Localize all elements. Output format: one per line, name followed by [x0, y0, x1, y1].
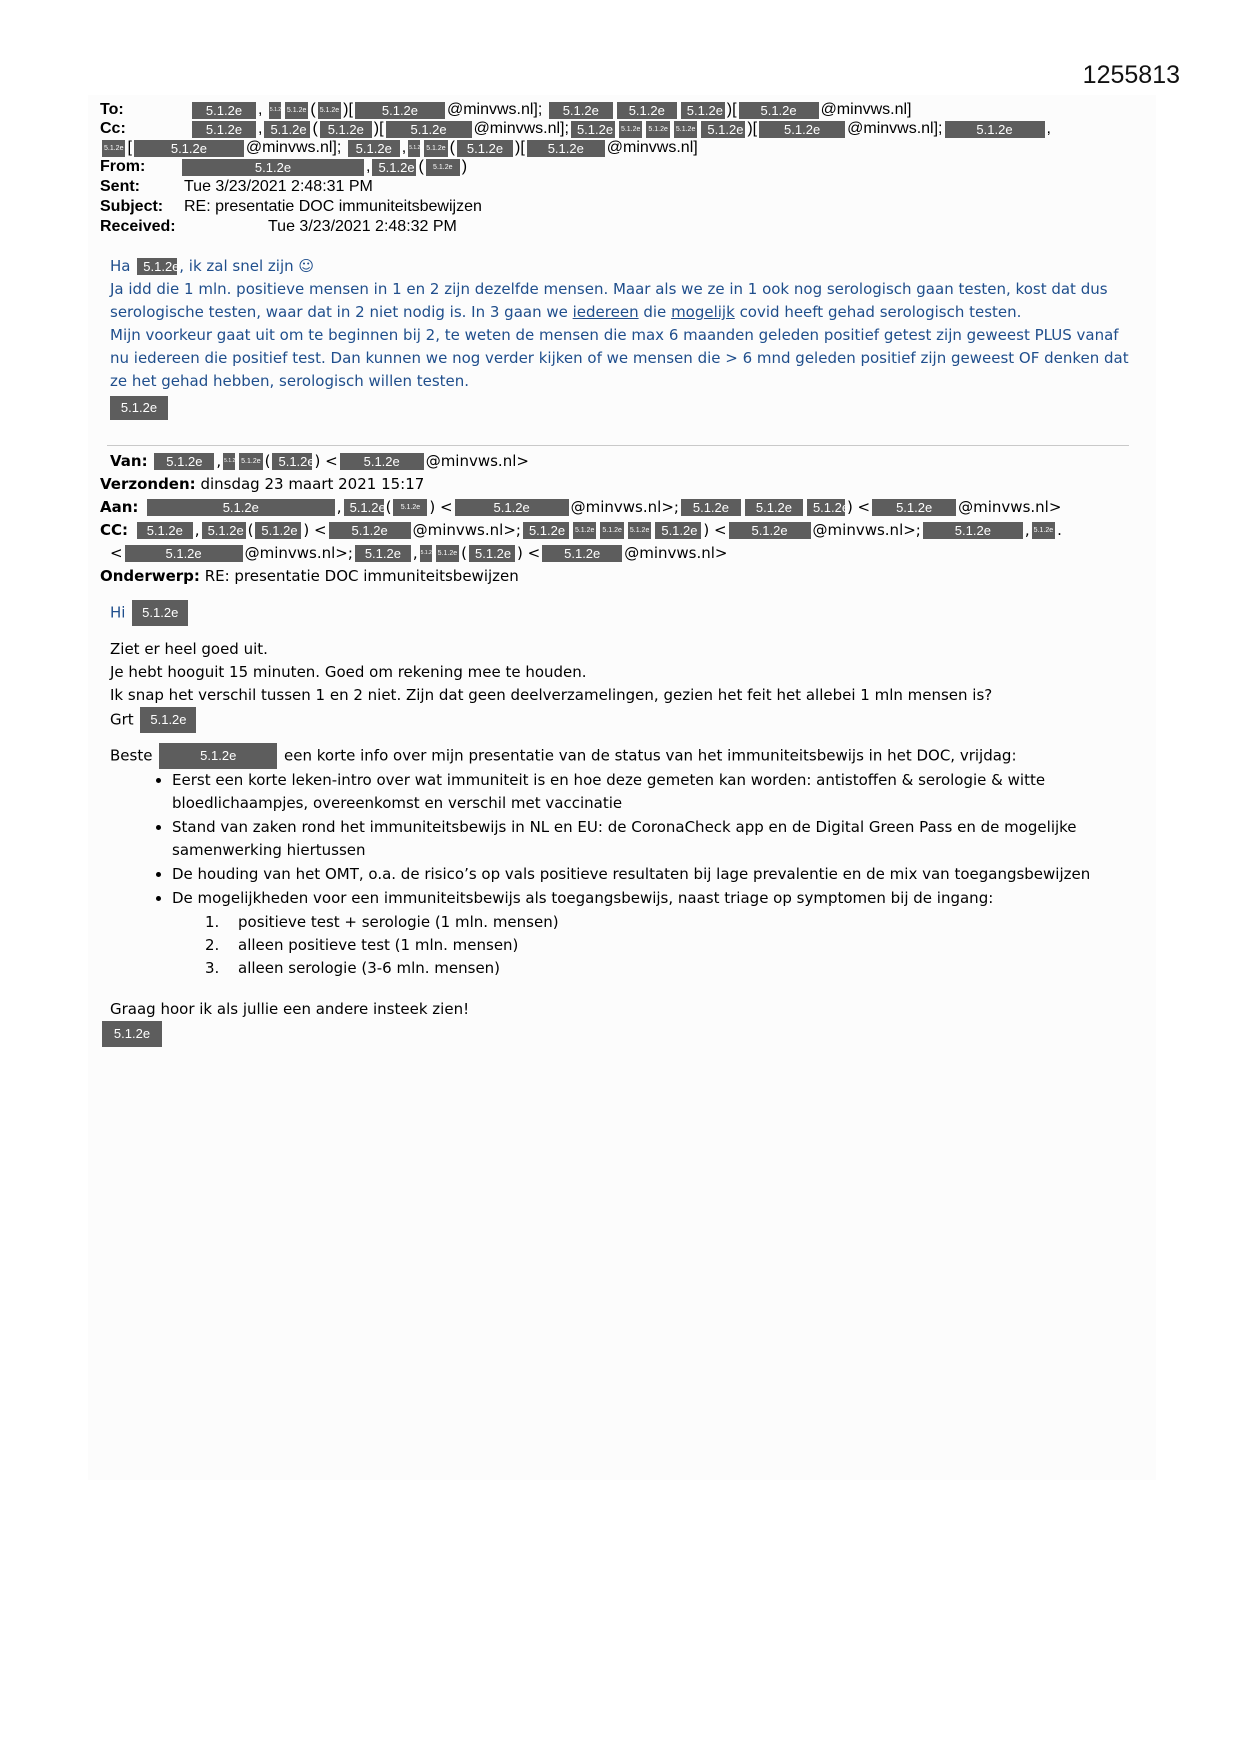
list-item: • De mogelijkheden voor een immuniteitsbewijs als toegangsbewijs, naast triage op symptomen bij de ingang:: [172, 887, 1140, 910]
redaction-box: 5.1.2e: [1032, 522, 1055, 539]
sent-label: Sent:: [100, 178, 140, 195]
redaction-box: 5.1.2e: [264, 121, 310, 138]
email-domain: @minvws.nl>;: [570, 498, 679, 516]
redaction-box: 5.1.2e: [285, 102, 308, 119]
subject-row: [100, 197, 482, 217]
redaction-box: 5.1.2e: [807, 499, 845, 516]
signature: [110, 1021, 1140, 1047]
redaction-box: 5.1.2e: [318, 102, 341, 119]
redaction-box: 5.1.2e: [269, 102, 281, 119]
van-row: Van: 5.1.2e , 5.1.2e 5.1.2e ( 5.1.2e) < 5.1.2e @minvws.nl>: [110, 450, 529, 473]
redaction-box: 5.1.2e: [239, 453, 262, 470]
redaction-box: 5.1.2e: [655, 522, 701, 539]
from-label: From:: [100, 158, 146, 175]
email-domain: @minvws.nl]: [820, 101, 912, 118]
aan-label: Aan:: [100, 498, 139, 516]
received-label: Received:: [100, 218, 176, 235]
redaction-box: 5.1.2e: [355, 102, 445, 119]
redaction-box: 5.1.2e: [255, 522, 301, 539]
grt-line: Grt 5.1.2e: [110, 707, 1140, 733]
redaction-box: 5.1.2e: [159, 743, 277, 769]
email-domain: @minvws.nl>;: [412, 521, 521, 539]
redaction-box: 5.1.2e: [759, 121, 845, 138]
redaction-box: 5.1.2e: [223, 453, 235, 470]
closing-line: Graag hoor ik als jullie een andere insteek zien!: [110, 1000, 470, 1018]
sent-value: Tue 3/23/2021 2:48:31 PM: [184, 178, 373, 195]
redaction-box: 5.1.2e: [455, 499, 569, 516]
cc-label: CC:: [100, 521, 129, 539]
email-domain: @minvws.nl];: [446, 101, 543, 118]
redaction-box: 5.1.2e: [192, 102, 256, 119]
redaction-box: 5.1.2e: [681, 499, 741, 516]
redaction-box: 5.1.2e: [408, 140, 420, 157]
redaction-box: 5.1.2e: [436, 545, 459, 562]
redaction-box: 5.1.2e: [386, 121, 472, 138]
aan-row: Aan: 5.1.2e , 5.1.2e( 5.1.2e ) < 5.1.2e @minvws.nl>; 5.1.2e 5.1.2e 5.1.2e) < 5.1.2e @minvws.nl>: [100, 496, 1061, 519]
from-row: From: 5.1.2e , 5.1.2e ( 5.1.2e ): [100, 158, 468, 175]
redaction-box: 5.1.2e: [674, 121, 697, 138]
verzonden-value: dinsdag 23 maart 2021 15:17: [200, 475, 425, 493]
list-item: 2. alleen positieve test (1 mln. mensen): [205, 936, 519, 954]
redaction-box: 5.1.2e: [372, 159, 416, 176]
email-domain: @minvws.nl]: [606, 139, 698, 156]
received-row: [100, 217, 457, 237]
onderwerp-label: Onderwerp:: [100, 567, 200, 585]
redaction-box: 5.1.2e: [102, 1021, 162, 1047]
redaction-box: 5.1.2e: [192, 121, 256, 138]
redaction-box: 5.1.2e: [542, 545, 622, 562]
redaction-box: 5.1.2e: [681, 102, 725, 119]
subject-value: RE: presentatie DOC immuniteitsbewijzen: [184, 198, 482, 215]
redaction-box: 5.1.2e: [523, 522, 569, 539]
redaction-box: 5.1.2e: [424, 140, 447, 157]
original-message-body: [110, 600, 1140, 1047]
redaction-box: 5.1.2e: [617, 102, 677, 119]
cc-row-continued: < 5.1.2e @minvws.nl>; 5.1.2e , 5.1.2e 5.1.2e ( 5.1.2e ) < 5.1.2e @minvws.nl>: [110, 542, 727, 565]
email-domain: @minvws.nl];: [847, 120, 943, 137]
redaction-box: 5.1.2e: [646, 121, 669, 138]
document-number: 1255813: [1082, 61, 1180, 89]
redaction-box: 5.1.2e: [527, 140, 605, 157]
redaction-box: 5.1.2e: [137, 258, 177, 275]
options-list: [110, 911, 1140, 980]
redaction-box: 5.1.2e: [125, 545, 243, 562]
body-line: Ik snap het verschil tussen 1 en 2 niet. Zijn dat geen deelverzamelingen, gezien het feit het allebei 1 mln mensen is?: [110, 686, 993, 704]
redaction-box: 5.1.2e: [202, 522, 246, 539]
redaction-box: 5.1.2e: [739, 102, 819, 119]
onderwerp-row: [100, 565, 519, 588]
body-line: Ziet er heel goed uit.: [110, 640, 268, 658]
redaction-box: 5.1.2e: [457, 140, 513, 157]
list-item: 3. alleen serologie (3-6 mln. mensen): [205, 959, 501, 977]
onderwerp-value: RE: presentatie DOC immuniteitsbewijzen: [204, 567, 519, 585]
redaction-box: 5.1.2e: [132, 600, 188, 626]
redaction-box: 5.1.2e: [923, 522, 1023, 539]
redaction-box: 5.1.2e: [573, 522, 596, 539]
redaction-box: 5.1.2e: [355, 545, 411, 562]
email-domain: @minvws.nl>;: [244, 544, 353, 562]
received-value: Tue 3/23/2021 2:48:32 PM: [268, 218, 457, 235]
to-row: To: 5.1.2e , 5.1.2e 5.1.2e ( 5.1.2e )[ 5.1.2e @minvws.nl]; 5.1.2e 5.1.2e 5.1.2e )[ 5.1.2e @minvws.nl]: [100, 101, 912, 118]
list-item: • Eerst een korte leken-intro over wat immuniteit is en hoe deze gemeten kan worden: antistoffen & serologie & witte bloedlichaampjes, overeenkomst en verschil met vaccinatie: [172, 769, 1140, 815]
redaction-box: 5.1.2e: [134, 140, 244, 157]
body-line: Je hebt hooguit 15 minuten. Goed om rekening mee te houden.: [110, 663, 587, 681]
redaction-box: 5.1.2e: [329, 522, 411, 539]
redaction-box: 5.1.2e: [872, 499, 956, 516]
email-domain: @minvws.nl];: [245, 139, 342, 156]
van-label: Van:: [110, 452, 148, 470]
email-domain: @minvws.nl>;: [812, 521, 921, 539]
reply-body: [110, 255, 1140, 420]
email-domain: @minvws.nl>: [425, 452, 529, 470]
redaction-box: 5.1.2e: [137, 522, 193, 539]
reply-paragraph: Ja idd die 1 mln. positieve mensen in 1 en 2 zijn dezelfde mensen. Maar als we ze in 1 ook nog serologisch gaan testen, kost dat dus serologische testen, waar dat in 2 niet nodig is. In 3 gaan we iedereen die mogelijk covid heeft gehad serologisch testen.: [110, 280, 1108, 321]
cc-row: CC: 5.1.2e , 5.1.2e ( 5.1.2e ) < 5.1.2e @minvws.nl>; 5.1.2e 5.1.2e 5.1.2e 5.1.2e 5.1.2e ) < 5.1.2e @minvws.nl>; 5.1.2e , 5.1.2e .: [100, 519, 1062, 542]
redaction-box: 5.1.2e: [140, 707, 196, 733]
redaction-box: 5.1.2e: [600, 522, 623, 539]
email-domain: @minvws.nl];: [473, 120, 569, 137]
redaction-box: 5.1.2e: [147, 499, 335, 516]
cc-label: Cc:: [100, 120, 126, 137]
to-label: To:: [100, 101, 124, 118]
verzonden-row: [100, 473, 424, 496]
list-item: • De houding van het OMT, o.a. de risico’s op vals positieve resultaten bij lage prevalentie en de mix van toegangsbewijzen: [172, 863, 1140, 886]
redaction-box: 5.1.2e: [110, 396, 168, 420]
redaction-box: 5.1.2e: [628, 522, 651, 539]
intro-line: Beste 5.1.2e een korte info over mijn presentatie van de status van het immuniteitsbewijs in het DOC, vrijdag:: [110, 743, 1140, 769]
redaction-box: 5.1.2e: [420, 545, 432, 562]
redaction-box: 5.1.2e: [549, 102, 613, 119]
redaction-box: 5.1.2e: [701, 121, 745, 138]
reply-paragraph: Mijn voorkeur gaat uit om te beginnen bij 2, te weten de mensen die max 6 maanden geleden positief getest zijn geweest PLUS vanaf nu iedereen die positief test. Dan kunnen we nog verder kijken of we mensen die > 6 mnd geleden positief zijn geweest OF denken dat ze het gehad hebben, serologisch willen testen.: [110, 326, 1129, 390]
redaction-box: 5.1.2e: [348, 140, 400, 157]
redaction-box: 5.1.2e: [393, 499, 427, 516]
cc-row: Cc: 5.1.2e , 5.1.2e ( 5.1.2e )[ 5.1.2e @minvws.nl]; 5.1.2e 5.1.2e 5.1.2e 5.1.2e 5.1.2e )[ 5.1.2e @minvws.nl]; 5.1.2e ,: [100, 120, 1051, 137]
list-item: 1. positieve test + serologie (1 mln. mensen): [205, 913, 559, 931]
redaction-box: 5.1.2e: [945, 121, 1045, 138]
redaction-box: 5.1.2e: [320, 121, 372, 138]
presentation-topics-list: [110, 769, 1140, 910]
list-item: • Stand van zaken rond het immuniteitsbewijs in NL en EU: de CoronaCheck app en de Digital Green Pass en de mogelijke samenwerking hiertussen: [172, 816, 1140, 862]
sent-row: [100, 177, 373, 197]
redaction-box: 5.1.2e: [469, 545, 515, 562]
reply-greeting: Ha 5.1.2e, ik zal snel zijn ☺: [110, 257, 315, 275]
separator-line: [107, 445, 1129, 446]
redaction-box: 5.1.2e: [272, 453, 312, 470]
redaction-box: 5.1.2e: [729, 522, 811, 539]
email-domain: @minvws.nl>: [624, 544, 728, 562]
subject-label: Subject:: [100, 198, 164, 215]
hi-line: Hi 5.1.2e: [110, 600, 1140, 626]
redaction-box: 5.1.2e: [344, 499, 384, 516]
redaction-box: 5.1.2e: [182, 159, 364, 176]
redaction-box: 5.1.2e: [571, 121, 615, 138]
reply-signature: [110, 396, 1140, 420]
redaction-box: 5.1.2e: [619, 121, 642, 138]
redaction-box: 5.1.2e: [102, 140, 125, 157]
verzonden-label: Verzonden:: [100, 475, 196, 493]
email-domain: @minvws.nl>: [958, 498, 1062, 516]
redaction-box: 5.1.2e: [154, 453, 214, 470]
redaction-box: 5.1.2e: [426, 159, 460, 176]
redaction-box: 5.1.2e: [340, 453, 424, 470]
redaction-box: 5.1.2e: [745, 499, 803, 516]
